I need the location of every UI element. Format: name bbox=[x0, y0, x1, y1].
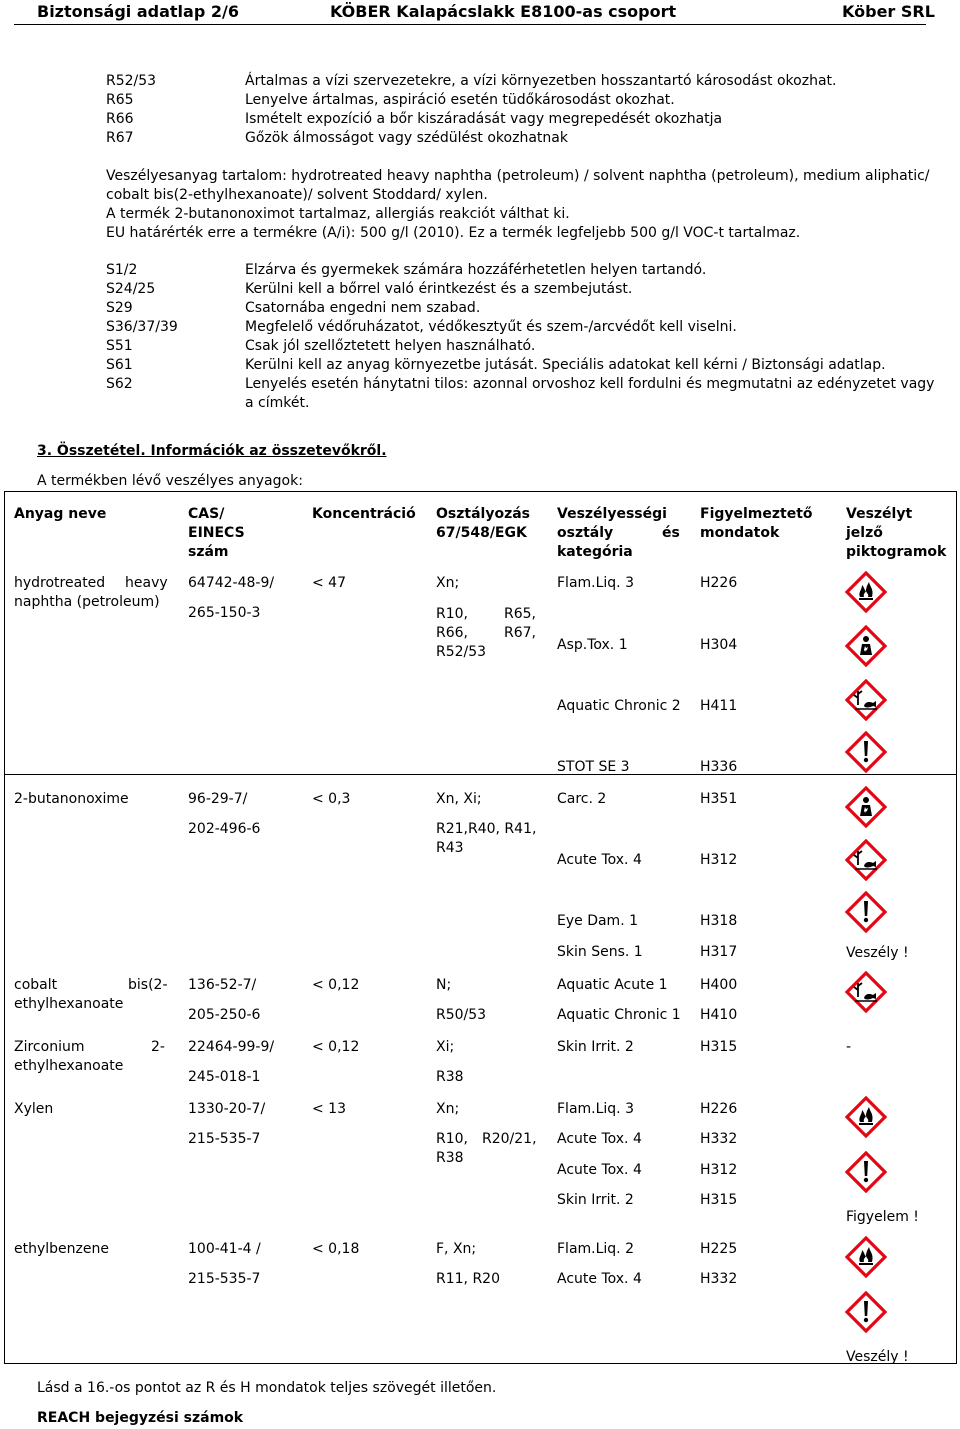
r-phrase-text: Ártalmas a vízi szervezetekre, a vízi környezetben hosszantartó károsodást okozhat. bbox=[245, 73, 837, 89]
s-phrase-code: S62 bbox=[106, 376, 133, 392]
hazard-statement: H332 bbox=[700, 1271, 738, 1287]
substance-name: cobalt bbox=[14, 977, 58, 993]
r-phrase-text: Gőzök álmosságot vagy szédülést okozhatnak bbox=[245, 130, 568, 146]
header-hazard-class: és bbox=[662, 525, 680, 541]
header-concentration: Koncentráció bbox=[312, 506, 416, 522]
einecs-number: 265-150-3 bbox=[188, 605, 261, 621]
einecs-number: 205-250-6 bbox=[188, 1007, 261, 1023]
einecs-number: 202-496-6 bbox=[188, 821, 261, 837]
hazard-class: STOT SE 3 bbox=[557, 759, 630, 775]
hazard-statement: H410 bbox=[700, 1007, 738, 1023]
s-phrase-code: S1/2 bbox=[106, 262, 138, 278]
substance-name: 2- bbox=[151, 1039, 165, 1055]
classification: Xn, Xi; bbox=[436, 791, 482, 807]
environment-pictogram bbox=[845, 679, 887, 721]
header-product-name: KÖBER Kalapácslakk E8100-as csoport bbox=[330, 2, 677, 21]
header-number: szám bbox=[188, 544, 229, 560]
s-phrase-text-continued: a címkét. bbox=[245, 395, 310, 411]
allergy-warning: A termék 2-butanonoximot tartalmaz, allergiás reakciót válthat ki. bbox=[106, 206, 570, 222]
substance-name: ethylhexanoate bbox=[14, 1058, 124, 1074]
cas-number: 136-52-7/ bbox=[188, 977, 257, 993]
header-rule bbox=[14, 24, 926, 25]
concentration: < 0,12 bbox=[312, 1039, 360, 1055]
hazard-class: Aquatic Acute 1 bbox=[557, 977, 668, 993]
hazard-statement: H304 bbox=[700, 637, 738, 653]
footer-note: Lásd a 16.-os pontot az R és H mondatok teljes szövegét illetően. bbox=[37, 1380, 497, 1396]
flame-pictogram bbox=[845, 1236, 887, 1278]
r-phrase-text: Lenyelve ártalmas, aspiráció esetén tüdőkárosodást okozhat. bbox=[245, 92, 675, 108]
cas-number: 100-41-4 / bbox=[188, 1241, 261, 1257]
r-codes: R52/53 bbox=[436, 644, 487, 660]
hazard-class: Acute Tox. 4 bbox=[557, 1162, 642, 1178]
r-phrase-code: R67 bbox=[106, 130, 134, 146]
table-row-divider bbox=[4, 774, 957, 775]
cas-number: 96-29-7/ bbox=[188, 791, 248, 807]
header-einecs: EINECS bbox=[188, 525, 245, 541]
classification: Xi; bbox=[436, 1039, 455, 1055]
r-codes: R38 bbox=[436, 1150, 464, 1166]
hazard-class: Flam.Liq. 3 bbox=[557, 1101, 634, 1117]
header-document-title: Biztonsági adatlap 2/6 bbox=[37, 2, 239, 21]
concentration: < 0,3 bbox=[312, 791, 351, 807]
header-hazard-class: osztály bbox=[557, 525, 614, 541]
substance-name: ethylbenzene bbox=[14, 1241, 109, 1257]
environment-pictogram bbox=[845, 971, 887, 1013]
hazard-statement: H400 bbox=[700, 977, 738, 993]
s-phrase-code: S61 bbox=[106, 357, 133, 373]
einecs-number: 215-535-7 bbox=[188, 1271, 261, 1287]
flame-pictogram bbox=[845, 571, 887, 613]
header-pictograms: piktogramok bbox=[846, 544, 947, 560]
header-substance-name: Anyag neve bbox=[14, 506, 107, 522]
s-phrase-text: Csak jól szellőztetett helyen használható. bbox=[245, 338, 536, 354]
einecs-number: 245-018-1 bbox=[188, 1069, 261, 1085]
s-phrase-text: Elzárva és gyermekek számára hozzáférhetetlen helyen tartandó. bbox=[245, 262, 707, 278]
r-codes: R38 bbox=[436, 1069, 464, 1085]
hazard-statement: H315 bbox=[700, 1192, 738, 1208]
hazard-statement: H312 bbox=[700, 1162, 738, 1178]
section-3-title: 3. Összetétel. Információk az összetevőkről. bbox=[37, 443, 387, 459]
header-classification: Osztályozás bbox=[436, 506, 530, 522]
flame-pictogram bbox=[845, 1096, 887, 1138]
header-pictograms: jelző bbox=[846, 525, 883, 541]
hazard-class: Skin Irrit. 2 bbox=[557, 1192, 634, 1208]
hazard-class: Acute Tox. 4 bbox=[557, 852, 642, 868]
hazard-statement: H351 bbox=[700, 791, 738, 807]
r-codes: R66, bbox=[436, 625, 468, 641]
s-phrase-code: S51 bbox=[106, 338, 133, 354]
s-phrase-text: Kerülni kell az anyag környezetbe jutását. Speciális adatokat kell kérni / Biztonsági adatlap. bbox=[245, 357, 886, 373]
substance-name: hydrotreated bbox=[14, 575, 106, 591]
classification: Xn; bbox=[436, 575, 460, 591]
health-hazard-pictogram bbox=[845, 786, 887, 828]
hazardous-content-line: Veszélyesanyag tartalom: hydrotreated heavy naphtha (petroleum) / solvent naphtha (petroleum), medium aliphatic/ bbox=[106, 168, 930, 184]
substance-name: naphtha (petroleum) bbox=[14, 594, 160, 610]
s-phrase-code: S24/25 bbox=[106, 281, 156, 297]
hazard-statement: H315 bbox=[700, 1039, 738, 1055]
r-codes: R21,R40, R41, bbox=[436, 821, 537, 837]
hazard-class: Acute Tox. 4 bbox=[557, 1131, 642, 1147]
hazard-statement: H317 bbox=[700, 944, 738, 960]
header-directive: 67/548/EGK bbox=[436, 525, 527, 541]
substance-name: 2-butanonoxime bbox=[14, 791, 129, 807]
r-codes: R65, bbox=[504, 606, 536, 622]
substance-name: ethylhexanoate bbox=[14, 996, 124, 1012]
concentration: < 13 bbox=[312, 1101, 346, 1117]
r-codes: R20/21, bbox=[482, 1131, 537, 1147]
signal-word: Figyelem ! bbox=[846, 1209, 919, 1225]
table-row-divider bbox=[4, 1363, 957, 1364]
exclamation-pictogram bbox=[845, 1291, 887, 1333]
s-phrase-text: Lenyelés esetén hánytatni tilos: azonnal orvoshoz kell fordulni és megmutatni az edényzetet vagy bbox=[245, 376, 935, 392]
hazard-class: Skin Sens. 1 bbox=[557, 944, 643, 960]
substance-name: heavy bbox=[125, 575, 168, 591]
classification: N; bbox=[436, 977, 452, 993]
signal-word: Veszély ! bbox=[846, 1349, 909, 1365]
section-3-intro: A termékben lévő veszélyes anyagok: bbox=[37, 473, 303, 489]
r-phrase-code: R66 bbox=[106, 111, 134, 127]
hazardous-content-line: cobalt bis(2-ethylhexanoate)/ solvent Stoddard/ xylen. bbox=[106, 187, 488, 203]
header-pictograms: Veszélyt bbox=[846, 506, 913, 522]
pictogram-none: - bbox=[846, 1039, 852, 1055]
s-phrase-text: Kerülni kell a bőrrel való érintkezést és a szembejutást. bbox=[245, 281, 633, 297]
concentration: < 0,12 bbox=[312, 977, 360, 993]
r-phrase-text: Ismételt expozíció a bőr kiszáradását vagy megrepedését okozhatja bbox=[245, 111, 723, 127]
voc-limit: EU határérték erre a termékre (A/i): 500 g/l (2010). Ez a termék legfeljebb 500 g/l VOC-t tartalmaz. bbox=[106, 225, 801, 241]
r-codes: R43 bbox=[436, 840, 464, 856]
hazard-class: Carc. 2 bbox=[557, 791, 607, 807]
header-hazard-statements: Figyelmeztető bbox=[700, 506, 813, 522]
s-phrase-code: S36/37/39 bbox=[106, 319, 178, 335]
hazard-class: Flam.Liq. 2 bbox=[557, 1241, 634, 1257]
hazard-statement: H318 bbox=[700, 913, 738, 929]
header-company: Köber SRL bbox=[842, 2, 935, 21]
environment-pictogram bbox=[845, 839, 887, 881]
hazard-class: Skin Irrit. 2 bbox=[557, 1039, 634, 1055]
einecs-number: 215-535-7 bbox=[188, 1131, 261, 1147]
r-codes: R10, bbox=[436, 606, 468, 622]
hazard-statement: H312 bbox=[700, 852, 738, 868]
hazard-statement: H411 bbox=[700, 698, 738, 714]
s-phrase-text: Megfelelő védőruházatot, védőkesztyűt és szem-/arcvédőt kell viselni. bbox=[245, 319, 737, 335]
r-phrase-code: R52/53 bbox=[106, 73, 157, 89]
hazard-statement: H226 bbox=[700, 575, 738, 591]
r-codes: R11, R20 bbox=[436, 1271, 500, 1287]
hazard-class: Eye Dam. 1 bbox=[557, 913, 638, 929]
cas-number: 22464-99-9/ bbox=[188, 1039, 275, 1055]
hazard-statement: H332 bbox=[700, 1131, 738, 1147]
r-codes: R50/53 bbox=[436, 1007, 487, 1023]
hazard-class: Acute Tox. 4 bbox=[557, 1271, 642, 1287]
concentration: < 0,18 bbox=[312, 1241, 360, 1257]
exclamation-pictogram bbox=[845, 1151, 887, 1193]
header-hazard-class: Veszélyességi bbox=[557, 506, 667, 522]
exclamation-pictogram bbox=[845, 891, 887, 933]
r-phrase-code: R65 bbox=[106, 92, 134, 108]
health-hazard-pictogram bbox=[845, 625, 887, 667]
classification: Xn; bbox=[436, 1101, 460, 1117]
hazard-class: Aquatic Chronic 2 bbox=[557, 698, 681, 714]
composition-table bbox=[4, 491, 957, 1364]
header-hazard-category: kategória bbox=[557, 544, 633, 560]
exclamation-pictogram bbox=[845, 731, 887, 773]
substance-name: Xylen bbox=[14, 1101, 54, 1117]
hazard-statement: H225 bbox=[700, 1241, 738, 1257]
cas-number: 64742-48-9/ bbox=[188, 575, 275, 591]
header-cas: CAS/ bbox=[188, 506, 225, 522]
substance-name: Zirconium bbox=[14, 1039, 85, 1055]
hazard-class: Asp.Tox. 1 bbox=[557, 637, 628, 653]
s-phrase-text: Csatornába engedni nem szabad. bbox=[245, 300, 481, 316]
signal-word: Veszély ! bbox=[846, 945, 909, 961]
hazard-statement: H226 bbox=[700, 1101, 738, 1117]
hazard-statement: H336 bbox=[700, 759, 738, 775]
s-phrase-code: S29 bbox=[106, 300, 133, 316]
hazard-class: Flam.Liq. 3 bbox=[557, 575, 634, 591]
r-codes: R10, bbox=[436, 1131, 468, 1147]
cas-number: 1330-20-7/ bbox=[188, 1101, 266, 1117]
r-codes: R67, bbox=[504, 625, 536, 641]
header-hazard-statements: mondatok bbox=[700, 525, 780, 541]
hazard-class: Aquatic Chronic 1 bbox=[557, 1007, 681, 1023]
reach-title: REACH bejegyzési számok bbox=[37, 1410, 244, 1426]
classification: F, Xn; bbox=[436, 1241, 477, 1257]
concentration: < 47 bbox=[312, 575, 346, 591]
substance-name: bis(2- bbox=[128, 977, 168, 993]
